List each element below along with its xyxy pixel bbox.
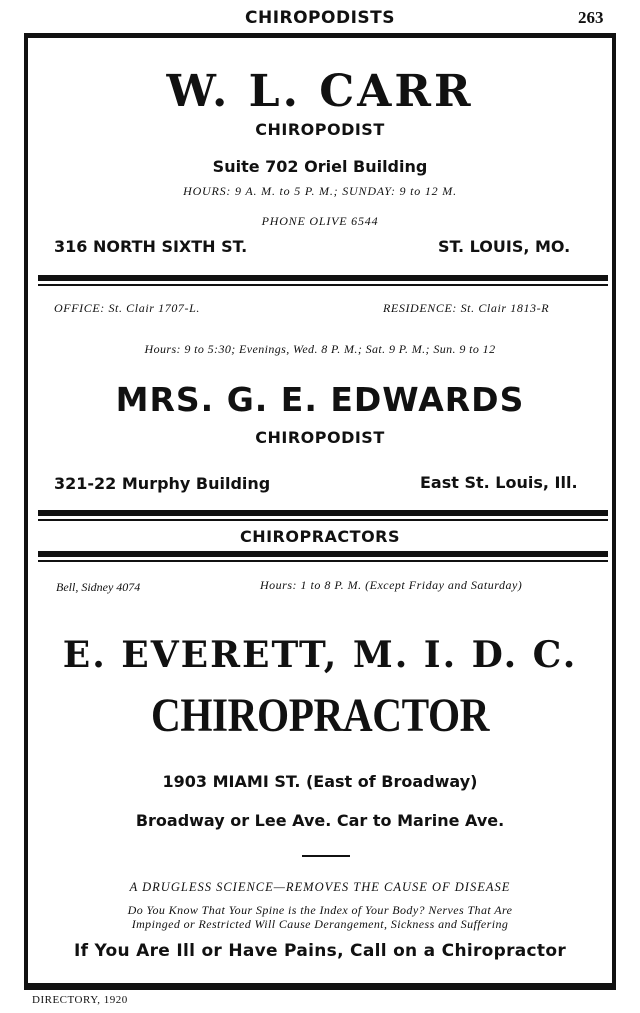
carr-hours: HOURS: 9 A. M. to 5 P. M.; SUNDAY: 9 to 12 M. — [183, 184, 457, 198]
page-number: 263 — [578, 8, 604, 27]
divider-rule-thin — [38, 284, 608, 286]
section-title: CHIROPODISTS — [244, 8, 395, 28]
everett-title: CHIROPRACTOR — [150, 689, 490, 742]
everett-address: 1903 MIAMI ST. (East of Broadway) — [162, 772, 478, 791]
carr-street: 316 NORTH SIXTH ST. — [54, 237, 248, 256]
edwards-name: MRS. G. E. EDWARDS — [115, 380, 525, 419]
divider-rule — [38, 551, 608, 557]
divider-rule — [38, 510, 608, 516]
edwards-city: East St. Louis, Ill. — [420, 473, 578, 492]
everett-question-line-1: Do You Know That Your Spine is the Index of Your Body? Nerves That Are — [127, 903, 513, 917]
edwards-address: 321-22 Murphy Building — [54, 474, 271, 493]
edwards-hours: Hours: 9 to 5:30; Evenings, Wed. 8 P. M.; Sat. 9 P. M.; Sun. 9 to 12 — [144, 342, 496, 356]
everett-question-line-2: Impinged or Restricted Will Cause Derangement, Sickness and Suffering — [131, 917, 509, 931]
divider-rule-thin — [38, 519, 608, 521]
top-rule — [24, 33, 616, 38]
frame-right-rule — [612, 36, 616, 990]
carr-city: ST. LOUIS, MO. — [438, 237, 571, 256]
divider-rule-thin — [38, 560, 608, 562]
carr-name: W. L. CARR — [166, 66, 474, 117]
edwards-office-phone: OFFICE: St. Clair 1707-L. — [54, 301, 200, 315]
everett-slogan: A DRUGLESS SCIENCE—REMOVES THE CAUSE OF DISEASE — [129, 880, 511, 894]
everett-call-to-action: If You Are Ill or Have Pains, Call on a Chiropractor — [73, 941, 567, 961]
everett-hours: Hours: 1 to 8 P. M. (Except Friday and Saturday) — [260, 578, 523, 592]
section-heading-chiropractors: CHIROPRACTORS — [239, 527, 401, 546]
footer-text: DIRECTORY, 1920 — [32, 994, 128, 1006]
carr-suite: Suite 702 Oriel Building — [212, 157, 428, 176]
everett-name: E. EVERETT, M. I. D. C. — [62, 634, 578, 676]
carr-phone: PHONE OLIVE 6544 — [261, 214, 379, 228]
everett-car-directions: Broadway or Lee Ave. Car to Marine Ave. — [135, 811, 505, 830]
frame-left-rule — [24, 36, 28, 990]
edwards-residence-phone: RESIDENCE: St. Clair 1813-R — [383, 301, 550, 315]
edwards-title: CHIROPODIST — [255, 428, 385, 447]
everett-phone: Bell, Sidney 4074 — [56, 580, 141, 594]
bottom-rule — [24, 983, 616, 990]
divider-rule — [38, 275, 608, 281]
carr-title: CHIROPODIST — [255, 120, 385, 139]
short-divider — [302, 855, 350, 857]
